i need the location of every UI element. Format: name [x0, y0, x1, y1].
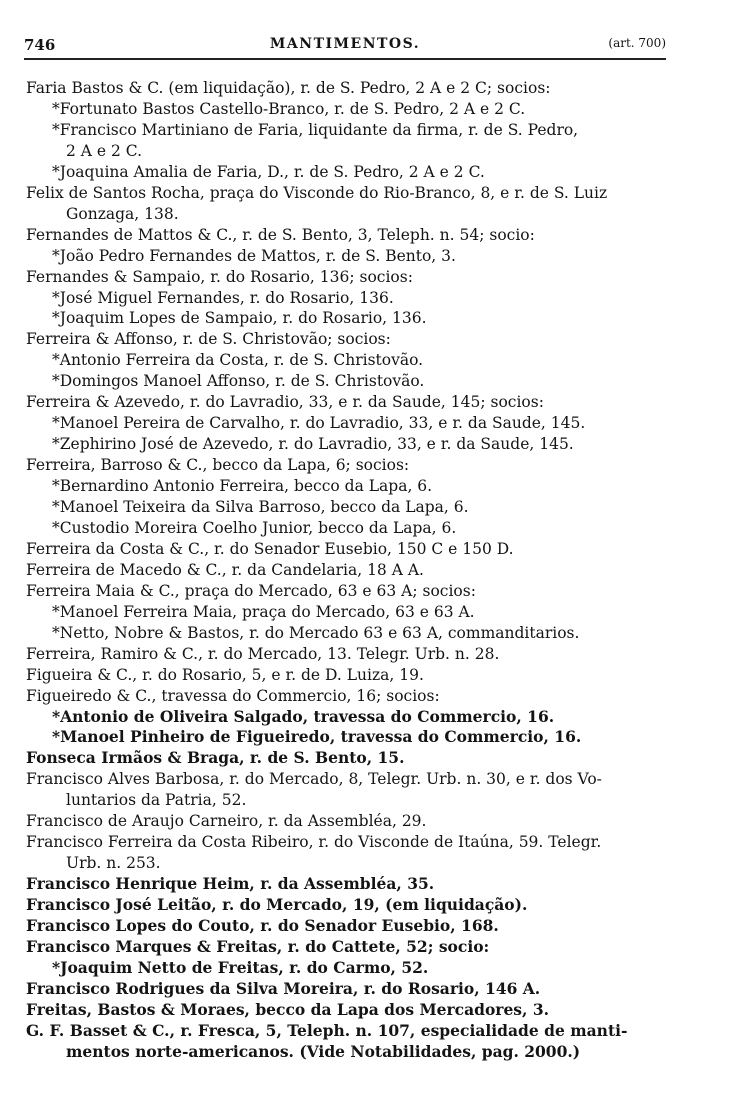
- firm-entry: Francisco Ferreira da Costa Ribeiro, r. do Visconde de Itaúna, 59. Telegr.: [26, 833, 602, 852]
- partner-entry: *Antonio Ferreira da Costa, r. de S. Christovão.: [52, 351, 424, 370]
- firm-entry: Ferreira & Affonso, r. de S. Christovão; socios:: [26, 330, 391, 349]
- partner-entry: *Manoel Teixeira da Silva Barroso, becco da Lapa, 6.: [52, 498, 469, 516]
- partner-entry: *Custodio Moreira Coelho Junior, becco da Lapa, 6.: [52, 518, 457, 537]
- firm-entry: Felix de Santos Rocha, praça do Visconde do Rio-Branco, 8, e r. de S. Luiz: [26, 183, 608, 202]
- partner-entry: *João Pedro Fernandes de Mattos, r. de S. Bento, 3.: [52, 246, 456, 265]
- partner-entry: *Netto, Nobre & Bastos, r. do Mercado 63 e 63 A, commanditarios.: [52, 623, 580, 642]
- firm-entry: Francisco Alves Barbosa, r. do Mercado, 8, Telegr. Urb. n. 30, e r. dos Vo-: [26, 770, 602, 789]
- firm-entry: Freitas, Bastos & Moraes, becco da Lapa dos Mercadores, 3.: [26, 999, 550, 1019]
- firm-entry: Fernandes de Mattos & C., r. de S. Bento, 3, Teleph. n. 54; socio:: [26, 225, 535, 244]
- entry-continuation: 2 A e 2 C.: [66, 141, 143, 160]
- partner-entry: *Joaquim Netto de Freitas, r. do Carmo, 52.: [52, 957, 429, 977]
- firm-entry: Ferreira, Barroso & C., becco da Lapa, 6; socios:: [26, 456, 410, 475]
- partner-entry: *Bernardino Antonio Ferreira, becco da Lapa, 6.: [52, 477, 433, 496]
- firm-entry: Francisco Lopes do Couto, r. do Senador Eusebio, 168.: [26, 916, 499, 935]
- partner-entry: *Manoel Pereira de Carvalho, r. do Lavradio, 33, e r. da Saude, 145.: [52, 414, 586, 433]
- firm-entry: Faria Bastos & C. (em liquidação), r. de S. Pedro, 2 A e 2 C; socios:: [26, 79, 551, 97]
- article-reference: (art. 700): [608, 36, 666, 50]
- partner-entry: *José Miguel Fernandes, r. do Rosario, 136.: [52, 288, 394, 307]
- firm-entry: Figueira & C., r. do Rosario, 5, e r. de D. Luiza, 19.: [26, 665, 424, 684]
- partner-entry: *Zephirino José de Azevedo, r. do Lavradio, 33, e r. da Saude, 145.: [52, 435, 574, 454]
- page-header: [24, 34, 666, 60]
- entry-continuation: mentos norte-americanos. (Vide Notabilidades, pag. 2000.): [66, 1041, 581, 1061]
- firm-entry: Fernandes & Sampaio, r. do Rosario, 136; socios:: [26, 267, 413, 286]
- firm-entry: Ferreira de Macedo & C., r. da Candelaria, 18 A A.: [26, 560, 424, 579]
- firm-entry: Ferreira & Azevedo, r. do Lavradio, 33, e r. da Saude, 145; socios:: [26, 393, 544, 412]
- firm-entry: Ferreira da Costa & C., r. do Senador Eusebio, 150 C e 150 D.: [26, 539, 514, 558]
- firm-entry: Ferreira Maia & C., praça do Mercado, 63 e 63 A; socios:: [26, 581, 476, 600]
- partner-entry: *Antonio de Oliveira Salgado, travessa do Commercio, 16.: [52, 706, 555, 726]
- partner-entry: *Manoel Ferreira Maia, praça do Mercado, 63 e 63 A.: [52, 602, 475, 621]
- partner-entry: *Francisco Martiniano de Faria, liquidante da firma, r. de S. Pedro,: [52, 120, 579, 139]
- firm-entry: Figueiredo & C., travessa do Commercio, 16; socios:: [26, 686, 440, 705]
- firm-entry: Fonseca Irmãos & Braga, r. de S. Bento, 15.: [26, 748, 405, 768]
- firm-entry: Francisco de Araujo Carneiro, r. da Assembléa, 29.: [26, 812, 427, 831]
- partner-entry: *Joaquim Lopes de Sampaio, r. do Rosario, 136.: [52, 309, 427, 328]
- entry-continuation: luntarios da Patria, 52.: [66, 791, 247, 810]
- firm-entry: Francisco Henrique Heim, r. da Assembléa, 35.: [26, 874, 435, 894]
- firm-entry: Ferreira, Ramiro & C., r. do Mercado, 13. Telegr. Urb. n. 28.: [26, 644, 500, 663]
- entry-continuation: Urb. n. 253.: [66, 854, 161, 873]
- firm-entry: G. F. Basset & C., r. Fresca, 5, Teleph. n. 107, especialidade de manti-: [26, 1020, 628, 1040]
- partner-entry: *Manoel Pinheiro de Figueiredo, travessa do Commercio, 16.: [52, 727, 582, 747]
- partner-entry: *Joaquina Amalia de Faria, D., r. de S. Pedro, 2 A e 2 C.: [52, 162, 485, 181]
- partner-entry: *Fortunato Bastos Castello-Branco, r. de S. Pedro, 2 A e 2 C.: [52, 99, 526, 118]
- firm-entry: Francisco José Leitão, r. do Mercado, 19, (em liquidação).: [26, 895, 528, 915]
- partner-entry: *Domingos Manoel Affonso, r. de S. Christovão.: [52, 372, 425, 391]
- section-title: MANTIMENTOS.: [269, 36, 421, 52]
- entry-continuation: Gonzaga, 138.: [66, 204, 179, 223]
- firm-entry: Francisco Marques & Freitas, r. do Cattete, 52; socio:: [26, 936, 490, 956]
- page-number: 746: [24, 36, 56, 54]
- firm-entry: Francisco Rodrigues da Silva Moreira, r. do Rosario, 146 A.: [26, 978, 541, 998]
